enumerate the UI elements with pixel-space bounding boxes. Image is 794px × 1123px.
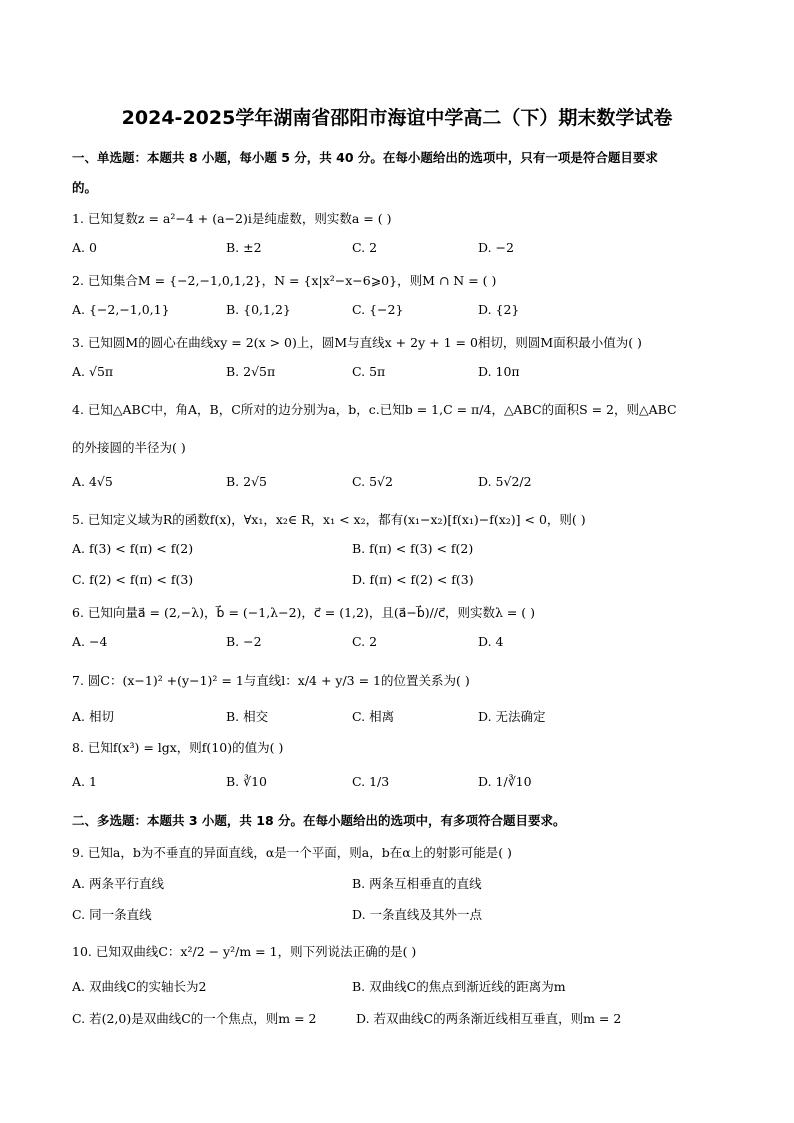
question-7-stem: 7. 圆C：(x−1)² +(y−1)² = 1与直线l：x/4 + y/3 = 1的位置关系为( ) xyxy=(72,673,470,688)
q5-option-c: C. f(2) < f(π) < f(3) xyxy=(72,572,194,587)
q10-option-b: B. 双曲线C的焦点到渐近线的距离为m xyxy=(352,979,566,994)
q10-option-a: A. 双曲线C的实轴长为2 xyxy=(72,979,207,994)
q9-option-a: A. 两条平行直线 xyxy=(72,876,164,891)
section1-heading: 一、单选题：本题共 8 小题，每小题 5 分，共 40 分。在每小题给出的选项中，只有一项是符合题目要求 xyxy=(72,150,658,165)
q4-option-a: A. 4√5 xyxy=(72,474,113,489)
question-2-stem: 2. 已知集合M = {−2,−1,0,1,2}，N = {x|x²−x−6⩾0}，则M ∩ N = ( ) xyxy=(72,273,497,288)
q8-option-d: D. 1/∛10 xyxy=(478,774,532,789)
q2-option-a: A. {−2,−1,0,1} xyxy=(72,302,170,317)
q4-option-c: C. 5√2 xyxy=(352,474,393,489)
q8-option-a: A. 1 xyxy=(72,774,97,789)
q6-option-a: A. −4 xyxy=(72,634,108,649)
q9-option-c: C. 同一条直线 xyxy=(72,907,152,922)
question-3-stem: 3. 已知圆M的圆心在曲线xy = 2(x > 0)上，圆M与直线x + 2y + 1 = 0相切，则圆M面积最小值为( ) xyxy=(72,335,642,350)
q1-option-b: B. ±2 xyxy=(226,240,262,255)
q5-option-b: B. f(π) < f(3) < f(2) xyxy=(352,541,474,556)
q1-option-a: A. 0 xyxy=(72,240,97,255)
q7-option-a: A. 相切 xyxy=(72,709,114,724)
q3-option-d: D. 10π xyxy=(478,364,520,379)
q6-option-c: C. 2 xyxy=(352,634,378,649)
q3-option-b: B. 2√5π xyxy=(226,364,276,379)
q1-option-d: D. −2 xyxy=(478,240,514,255)
q3-option-a: A. √5π xyxy=(72,364,114,379)
section1-heading-cont: 的。 xyxy=(72,180,98,195)
q2-option-b: B. {0,1,2} xyxy=(226,302,291,317)
q2-option-c: C. {−2} xyxy=(352,302,404,317)
q7-option-c: C. 相离 xyxy=(352,709,395,724)
section2-heading: 二、多选题：本题共 3 小题，共 18 分。在每小题给出的选项中，有多项符合题目要求。 xyxy=(72,813,566,828)
q4-option-d: D. 5√2/2 xyxy=(478,474,532,489)
question-1-stem: 1. 已知复数z = a²−4 + (a−2)i是纯虚数，则实数a = ( ) xyxy=(72,211,392,226)
q9-option-b: B. 两条互相垂直的直线 xyxy=(352,876,482,891)
question-4-stem-cont: 的外接圆的半径为( ) xyxy=(72,440,186,455)
question-5-stem: 5. 已知定义域为R的函数f(x)，∀x₁，x₂∈ R，x₁ < x₂，都有(x₁−x₂)[f(x₁)−f(x₂)] < 0，则( ) xyxy=(72,512,586,527)
q1-option-c: C. 2 xyxy=(352,240,378,255)
q7-option-b: B. 相交 xyxy=(226,709,269,724)
q10-option-c: C. 若(2,0)是双曲线C的一个焦点，则m = 2 xyxy=(72,1011,317,1026)
question-8-stem: 8. 已知f(x³) = lgx，则f(10)的值为( ) xyxy=(72,740,284,755)
q7-option-d: D. 无法确定 xyxy=(478,709,546,724)
q10-option-d: D. 若双曲线C的两条渐近线相互垂直，则m = 2 xyxy=(356,1011,622,1026)
question-6-stem: 6. 已知向量a⃗ = (2,−λ)，b⃗ = (−1,λ−2)，c⃗ = (1,2)，且(a⃗−b⃗)//c⃗，则实数λ = ( ) xyxy=(72,605,536,620)
q8-option-b: B. ∛10 xyxy=(226,774,268,789)
q4-option-b: B. 2√5 xyxy=(226,474,268,489)
q5-option-a: A. f(3) < f(π) < f(2) xyxy=(72,541,194,556)
exam-title: 2024-2025学年湖南省邵阳市海谊中学高二（下）期末数学试卷 xyxy=(121,107,673,129)
question-10-stem: 10. 已知双曲线C：x²/2 − y²/m = 1，则下列说法正确的是( ) xyxy=(72,944,417,959)
q2-option-d: D. {2} xyxy=(478,302,520,317)
q6-option-d: D. 4 xyxy=(478,634,504,649)
q5-option-d: D. f(π) < f(2) < f(3) xyxy=(352,572,474,587)
q3-option-c: C. 5π xyxy=(352,364,386,379)
question-4-stem: 4. 已知△ABC中，角A，B，C所对的边分别为a，b，c.已知b = 1,C = π/4，△ABC的面积S = 2，则△ABC xyxy=(72,402,677,417)
q6-option-b: B. −2 xyxy=(226,634,262,649)
question-9-stem: 9. 已知a，b为不垂直的异面直线，α是一个平面，则a，b在α上的射影可能是( ) xyxy=(72,845,512,860)
q8-option-c: C. 1/3 xyxy=(352,774,390,789)
q9-option-d: D. 一条直线及其外一点 xyxy=(352,907,483,922)
